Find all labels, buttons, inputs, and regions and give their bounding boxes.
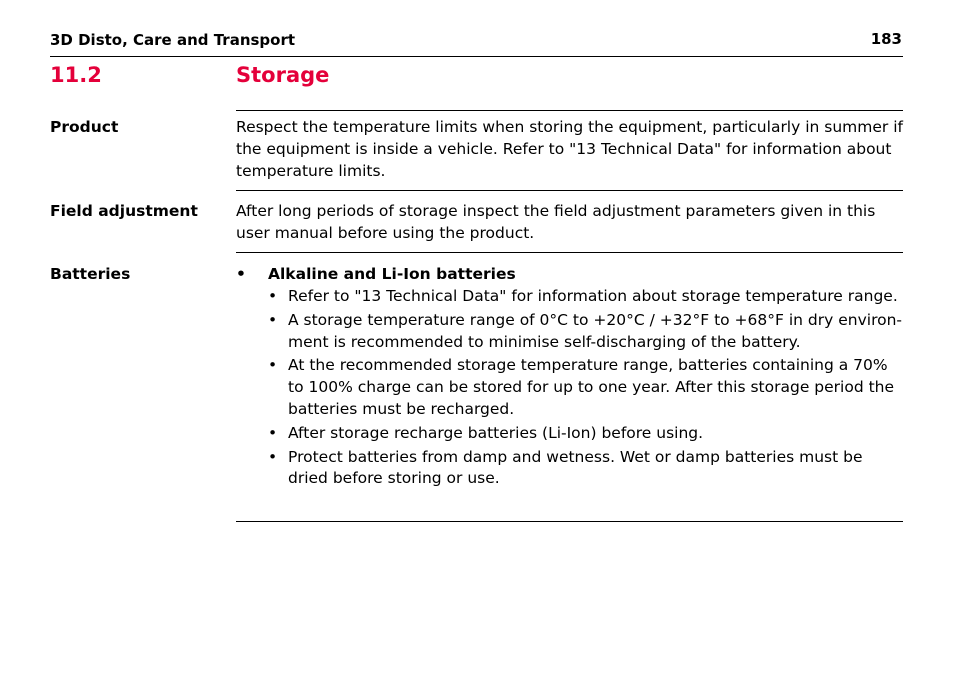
- list-item: [268, 355, 903, 420]
- section-title: Storage: [236, 63, 330, 87]
- list-item: [268, 286, 903, 308]
- list-item-text: After storage recharge batteries (Li-Ion) before using.: [288, 423, 704, 442]
- row-body-field-adjustment: After long periods of storage inspect the field adjustment parameters given in this user manual before using the product.: [236, 202, 876, 242]
- row-divider: [236, 190, 903, 191]
- row-label-batteries: Batteries: [50, 265, 131, 283]
- header-rule: [50, 56, 903, 57]
- bullet-marker: •: [268, 423, 278, 442]
- running-header-title: 3D Disto, Care and Transport: [50, 31, 296, 49]
- list-item-text: Protect batteries from damp and wetness. Wet or damp batteries must be dried before storing or use.: [288, 447, 863, 488]
- list-item-text: A storage temperature range of 0°C to +20°C / +32°F to +68°F in dry environ-ment is recommended to minimise self-discharging of the battery.: [288, 310, 902, 351]
- bullet-marker: •: [268, 310, 278, 329]
- row-divider: [236, 110, 903, 111]
- list-item-text: Refer to "13 Technical Data" for information about storage temperature range.: [288, 287, 898, 305]
- list-item: [268, 447, 903, 491]
- bullet-marker: •: [268, 356, 278, 375]
- bullet-marker: •: [268, 447, 278, 466]
- battery-subheading-text: Alkaline and Li-Ion batteries: [268, 265, 516, 283]
- bullet-marker: •: [268, 287, 278, 305]
- list-item: [268, 423, 903, 445]
- list-item-text: At the recommended storage temperature range, batteries containing a 70% to 100% charge can be stored for up to one year. After this storage period the batteries must be recharged.: [288, 356, 895, 418]
- row-label-product: Product: [50, 118, 119, 136]
- list-item: [268, 310, 903, 354]
- battery-bullet-list: [268, 286, 903, 492]
- row-label-field-adjustment: Field adjustment: [50, 202, 198, 220]
- row-divider: [236, 252, 903, 253]
- row-body-product: Respect the temperature limits when storing the equipment, particularly in summer if the equipment is inside a vehicle. Refer to "13 Technical Data" for information about temperature limits.: [236, 118, 903, 180]
- row-divider: [236, 521, 903, 522]
- page-number: 183: [870, 30, 902, 48]
- section-number: 11.2: [50, 63, 102, 87]
- bullet-marker: •: [236, 265, 246, 283]
